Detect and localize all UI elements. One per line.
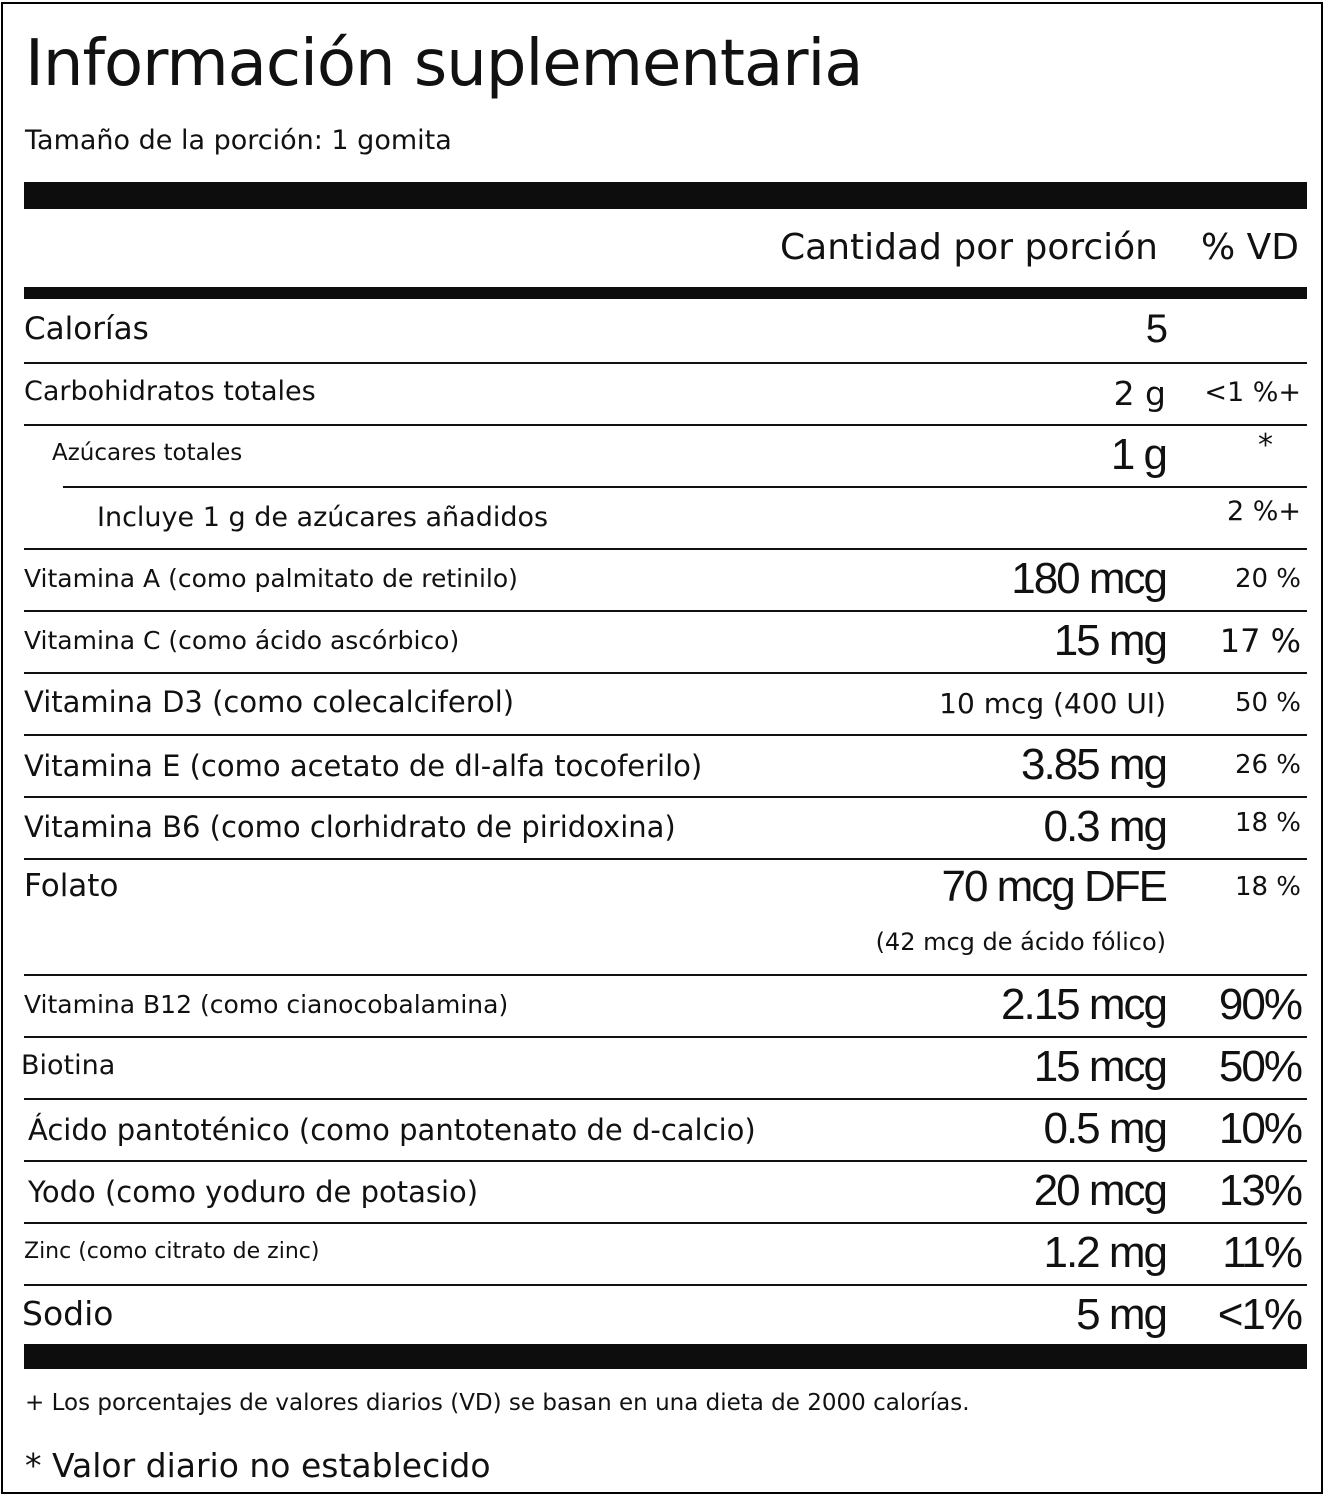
nutrient-dv: * [1258, 428, 1273, 463]
nutrient-dv: 50 % [1234, 688, 1301, 718]
nutrient-row-total-carbohydrates [24, 364, 1307, 426]
nutrient-dv: 18 % [1234, 808, 1301, 838]
nutrient-name: Zinc (como citrato de zinc) [24, 1239, 320, 1264]
serving-size: Tamaño de la porción: 1 gomita [25, 125, 452, 156]
nutrient-amount: 5 [1145, 307, 1166, 351]
medium-divider [24, 287, 1307, 299]
nutrient-row-added-sugars [24, 488, 1307, 550]
nutrient-row-vitamin-a [24, 550, 1307, 612]
nutrient-row-iodine [24, 1162, 1307, 1224]
supplement-facts-panel [1, 2, 1323, 1494]
nutrient-amount: 3.85 mg [1021, 740, 1166, 789]
nutrient-name: Vitamina C (como ácido ascórbico) [24, 626, 460, 655]
nutrient-dv: 50% [1218, 1042, 1301, 1091]
nutrient-name: Folato [24, 868, 119, 904]
nutrient-name: Vitamina D3 (como colecalciferol) [24, 685, 515, 719]
panel-title: Información suplementaria [25, 27, 863, 101]
nutrient-amount: 15 mcg [1033, 1042, 1166, 1091]
nutrient-name: Vitamina B12 (como cianocobalamina) [24, 990, 509, 1019]
nutrient-amount: 10 mcg (400 UI) [939, 687, 1166, 720]
nutrient-dv: <1% [1217, 1290, 1301, 1339]
nutrient-name: Ácido pantoténico (como pantotenato de d-calcio) [28, 1113, 756, 1147]
nutrient-name: Vitamina E (como acetato de dl-alfa tocoferilo) [24, 749, 703, 783]
nutrient-amount: 20 mcg [1033, 1166, 1166, 1215]
nutrient-name: Azúcares totales [52, 440, 243, 466]
nutrient-amount: 15 mg [1053, 616, 1166, 665]
nutrient-dv: 18 % [1234, 872, 1301, 902]
nutrient-row-pantothenic-acid [24, 1100, 1307, 1162]
nutrient-name: Calorías [24, 311, 149, 347]
nutrient-row-vitamin-b12 [24, 976, 1307, 1038]
nutrient-dv: 90% [1218, 980, 1301, 1029]
nutrient-amount: 5 mg [1076, 1290, 1166, 1339]
nutrient-amount: 180 mcg [1011, 554, 1166, 603]
nutrient-amount: 1 g [1110, 430, 1166, 479]
thick-divider-top [24, 182, 1307, 209]
nutrient-dv: 26 % [1234, 750, 1301, 780]
folic-acid-note: (42 mcg de ácido fólico) [875, 928, 1166, 956]
thick-divider-bottom [24, 1344, 1307, 1369]
nutrient-row-sodium [24, 1286, 1307, 1344]
nutrient-name: Incluye 1 g de azúcares añadidos [97, 502, 549, 533]
nutrient-row-biotin [21, 1038, 1307, 1100]
nutrient-row-vitamin-b6 [24, 798, 1307, 860]
nutrient-dv: 17 % [1219, 622, 1301, 660]
nutrient-amount: 1.2 mg [1043, 1228, 1166, 1277]
nutrient-amount: 0.5 mg [1043, 1104, 1166, 1153]
nutrient-amount: 2 g [1113, 374, 1166, 413]
nutrient-dv: 20 % [1234, 564, 1301, 594]
nutrient-row-vitamin-e [24, 736, 1307, 798]
header-daily-value: % VD [1201, 227, 1299, 268]
nutrient-row-vitamin-d3 [24, 674, 1307, 736]
footnote-dv-basis: + Los porcentajes de valores diarios (VD) se basan en una dieta de 2000 calorías. [25, 1390, 970, 1416]
nutrient-dv: <1 %+ [1204, 377, 1301, 408]
nutrient-row-folate [24, 860, 1307, 976]
nutrient-amount: 0.3 mg [1043, 802, 1166, 851]
nutrient-amount: 70 mcg DFE [941, 862, 1166, 911]
nutrient-name: Sodio [22, 1294, 114, 1333]
nutrient-dv: 11% [1222, 1228, 1301, 1277]
nutrient-dv: 10% [1218, 1104, 1301, 1153]
nutrient-row-zinc [24, 1224, 1307, 1286]
nutrient-name: Vitamina B6 (como clorhidrato de piridoxina) [24, 810, 676, 844]
nutrient-row-calories [24, 299, 1307, 364]
nutrient-row-vitamin-c [24, 612, 1307, 674]
footnote-not-established: * Valor diario no establecido [25, 1446, 491, 1485]
nutrient-dv: 2 %+ [1226, 496, 1301, 527]
nutrient-amount: 2.15 mcg [1001, 980, 1166, 1029]
nutrient-name: Carbohidratos totales [24, 376, 316, 407]
nutrient-dv: 13% [1218, 1166, 1301, 1215]
nutrient-name: Vitamina A (como palmitato de retinilo) [24, 564, 518, 593]
nutrient-row-total-sugars [52, 426, 1307, 488]
nutrient-name: Biotina [21, 1050, 116, 1081]
nutrient-name: Yodo (como yoduro de potasio) [28, 1175, 479, 1209]
header-amount-per-serving: Cantidad por porción [780, 227, 1158, 268]
